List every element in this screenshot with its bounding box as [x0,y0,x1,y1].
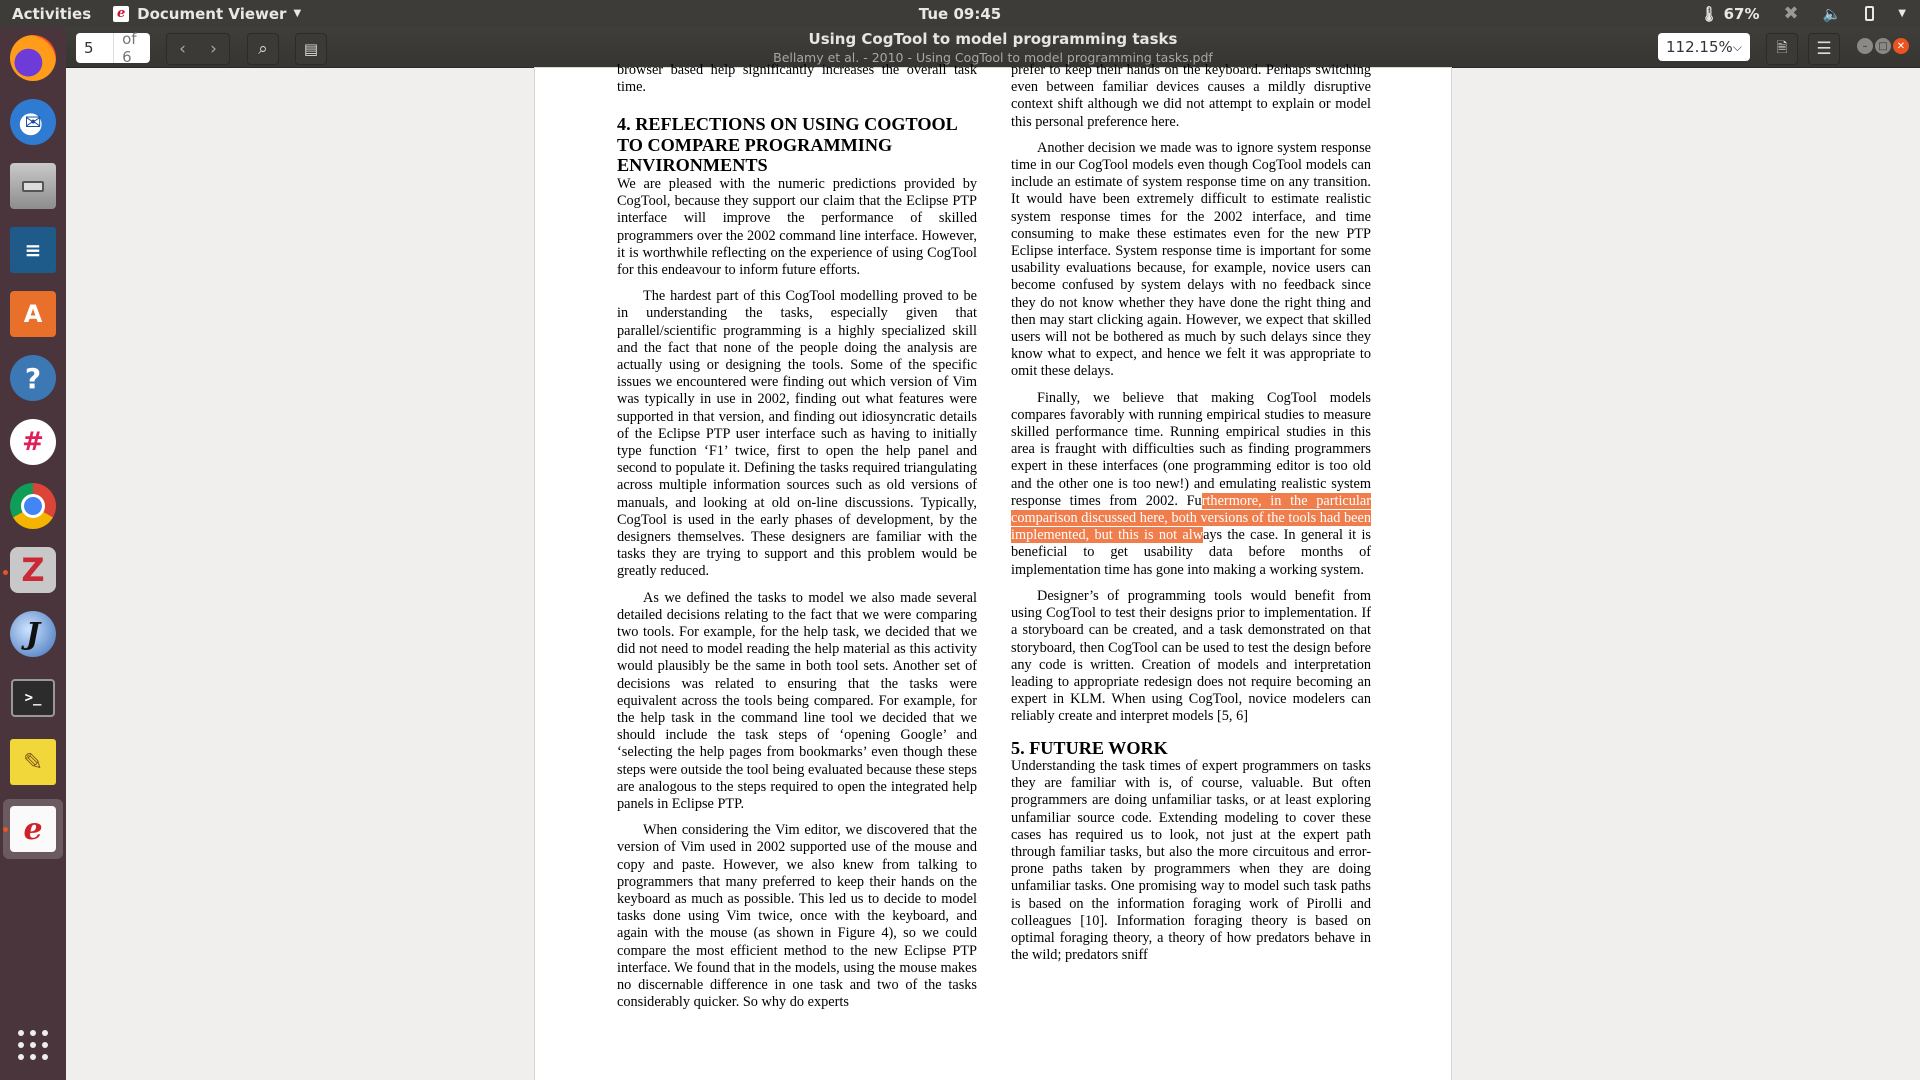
zotero-icon: Z [10,547,56,593]
document-viewer-icon: e [113,6,129,22]
close-button[interactable] [1893,38,1909,54]
text: Finally, we believe that making CogTool models compares favorably with running empirical studies to measure skilled performance time. Running empirical studies in this area is fraught with difficulties such as finding programmers expert in these interfaces (one programming editor is too old and the other one is too new!) and emulating realistic system response times from 2002. Fu [1011,389,1371,509]
section-heading: 4. REFLECTIONS ON USING COGTOOL TO COMPARE PROGRAMMING ENVIRONMENTS [617,114,957,176]
app-name: Document Viewer [137,4,287,23]
zoom-selector[interactable] [1658,33,1750,61]
pdf-page[interactable] [535,62,1451,1080]
dock-item-files[interactable] [8,161,58,211]
paragraph [1011,390,1371,579]
files-icon [10,163,56,209]
dock-item-slack[interactable] [8,417,58,467]
top-bar [0,0,1920,27]
terminal-icon: >_ [11,679,55,717]
dock-item-software-center[interactable] [8,289,58,339]
chevron-down-icon: ▼ [293,8,302,19]
dock-item-notes[interactable] [8,737,58,787]
volume-muted-icon[interactable]: 🔈 [1822,4,1842,23]
header-bar [66,27,1920,68]
annotations-button[interactable] [1766,33,1798,65]
slack-icon: # [10,419,56,465]
activities-button[interactable]: Activities [12,4,92,23]
search-icon: ⌕ [258,39,268,59]
current-page-input[interactable]: 5 [76,33,114,63]
chevron-down-icon: ⌵ [1732,39,1742,54]
chrome-icon [10,483,56,529]
document-viewer-icon: e [10,806,56,852]
paragraph: browser based help significantly increases the overall task time. [617,62,977,96]
clipboard-icon: ▤ [303,40,319,58]
dock-item-terminal[interactable] [8,673,58,723]
annotate-document-icon: 🗎 [1776,40,1788,56]
page-nav-group [166,33,230,65]
writer-icon: ≡ [10,227,56,273]
page-total: of 6 [122,30,137,66]
paragraph: The hardest part of this CogTool modelling proved to be in understanding the tasks, especially given that parallel/scientific programming is a highly specialized skill and the fact that none of the people doing the analysis are actually using or designing the tools. Some of the specific issues we encountered were finding out which version of Vim was typically in use in 2002, finding out what features were supported in that version, and finding out idiosyncratic details of the Eclipse PTP user interface such as having to initially type function ‘F1’ twice, first to open the help panel and second to populate it. Defining the tasks required triangulating across multiple information sources such as old versions of manuals, and looking at old on-line discussions. Typically, CogTool is used in the early phases of development, by the designers themselves. These designers are familiar with the tasks they are trying to support and this problem would be greatly reduced. [617,288,977,580]
help-icon: ? [10,355,56,401]
menu-button[interactable] [1808,33,1840,65]
paragraph: As we defined the tasks to model we also made several detailed decisions relating to the fact that we were comparing two tools. For example, for the help task, we decided that we did not need to model reading the help material as this activity would plausibly be the same in both tool sets. Another set of decisions was related to ensuring that the tasks were equivalent across the tools being compared. For example, for the help task in the command line tool we decided that we should include the task steps of ‘opening Google’ and ‘selecting the help pages from bookmarks’ even though these steps were outside the tool being evaluated because these steps are analogous to the steps required to open the integrated help panels in Eclipse PTP. [617,589,977,813]
dropbox-icon[interactable]: ✖ [1783,3,1799,24]
temperature-value: 67% [1723,4,1760,23]
temperature-indicator[interactable] [1700,5,1760,23]
running-indicator [3,570,8,575]
text: ays the case. In general it is beneficial to get usability data before months of implementation time has gone into making a working system. [1011,527,1371,578]
document-title: Using CogTool to model programming tasks [808,30,1178,48]
dock-item-chrome[interactable] [8,481,58,531]
dock-item-document-viewer[interactable] [3,799,63,859]
battery-icon[interactable] [1865,6,1874,21]
page-selector[interactable] [76,30,150,66]
dock-item-help[interactable] [8,353,58,403]
paragraph: Another decision we made was to ignore system response time in our CogTool models even though CogTool models can include an estimate of system response time on any transition. It would have been extremely difficult to estimate realistic system response times for the 2002 interface, and time consuming to make these estimates even for the new PTP Eclipse interface. System response time is important for some usability evaluations because, for example, novice users can become confused by system delays with no feedback since they do not know whether they have done the right thing and then may start clicking again. However, we expect that skilled users will not be bothered as much by such delays since they know what to expect, and hence we felt it was appropriate to omit these delays. [1011,139,1371,380]
thunderbird-icon: ✉ [10,99,56,145]
software-center-icon: A [10,291,56,337]
maximize-button[interactable] [1875,38,1891,54]
dock-item-firefox[interactable] [8,33,58,83]
close-icon: ✕ [1896,40,1906,52]
paragraph: Designer’s of programming tools would benefit from using CogTool to test their designs prior to implementation. If a storyboard can be created, and a task demonstrated on that storyboard, then CogTool can be used to test the design before any code is written. Creation of models and interpretation leading to appropriate redesign does not require becoming an expert in KLM. When using CogTool, novice modelers can reliably create and interpret models [5, 6] [1011,587,1371,725]
show-applications-icon[interactable] [18,1030,48,1060]
minimize-button[interactable] [1857,38,1873,54]
zoom-level: 112.15% [1666,38,1733,56]
dock [0,27,66,1080]
jabref-icon: J [10,611,56,657]
dock-item-jabref[interactable] [8,609,58,659]
dock-item-thunderbird[interactable] [8,97,58,147]
paragraph: Understanding the task times of expert programmers on tasks they are familiar with is, of course, valuable. But often programmers are doing unfamiliar tasks, or at least exploring unfamiliar source code. Extending modeling to cover these cases has required us to look, not just at the expert path through familiar tasks, but also the more circuitous and error-prone paths taken by programmers when they are doing unfamiliar tasks. One promising way to model such task paths is based on the information foraging work of Pirolli and colleagues [10]. Information foraging theory is based on optimal foraging theory, a theory of how predators behave in the wild; predators sniff [1011,758,1371,964]
previous-page-button[interactable]: ‹ [179,39,186,59]
thermometer-icon: 🌡 [1699,4,1719,23]
sidebar-toggle-button[interactable] [295,33,327,65]
paragraph: prefer to keep their hands on the keyboard. Perhaps switching even between familiar devices causes a mildly disruptive context shift although we did not attempt to explain or model this personal preference here. [1011,62,1371,130]
firefox-icon [10,35,56,81]
right-column [1011,62,1371,973]
system-tray[interactable] [1700,3,1906,24]
document-filename: Bellamy et al. - 2010 - Using CogTool to model programming tasks.pdf [773,50,1213,65]
app-menu[interactable] [113,5,301,23]
minimize-icon: – [1862,40,1868,52]
window-title [66,30,1920,65]
system-menu-caret-icon[interactable]: ▼ [1898,8,1906,19]
paragraph: We are pleased with the numeric predictions provided by CogTool, because they support our claim that the Eclipse PTP interface will improve the performance of skilled programmers over the 2002 command line interface. However, it is worthwhile reflecting on the experience of using CogTool for this endeavour to inform future efforts. [617,175,977,278]
search-button[interactable] [247,33,279,65]
clock[interactable]: Tue 09:45 [918,4,1002,23]
paragraph: When considering the Vim editor, we discovered that the version of Vim used in 2002 supported use of the mouse and copy and paste. However, we also knew from talking to programmers that many preferred to keep their hands on the keyboard as much as possible. This led us to decide to model tasks done using Vim twice, once with the keyboard, and again with the mouse (as shown in Figure 4), so we could compare the most efficient method to the new Eclipse PTP interface. We found that in the models, using the mouse makes no discernable difference in one task and two of the tasks considerably quicker. So why do experts [617,822,977,1011]
notes-icon: ✎ [10,739,56,785]
dock-item-zotero[interactable] [8,545,58,595]
hamburger-menu-icon: ☰ [1816,39,1832,59]
section-heading: 5. FUTURE WORK [1011,737,1168,758]
left-column [617,62,977,1020]
next-page-button[interactable]: › [210,39,217,59]
running-indicator [3,827,8,832]
maximize-icon: □ [1878,40,1888,52]
text-selection[interactable]: rthermore, in the particular comparison discussed here, both versions of the tools had been implemented, but this is not alw [1011,492,1371,544]
dock-item-writer[interactable] [8,225,58,275]
